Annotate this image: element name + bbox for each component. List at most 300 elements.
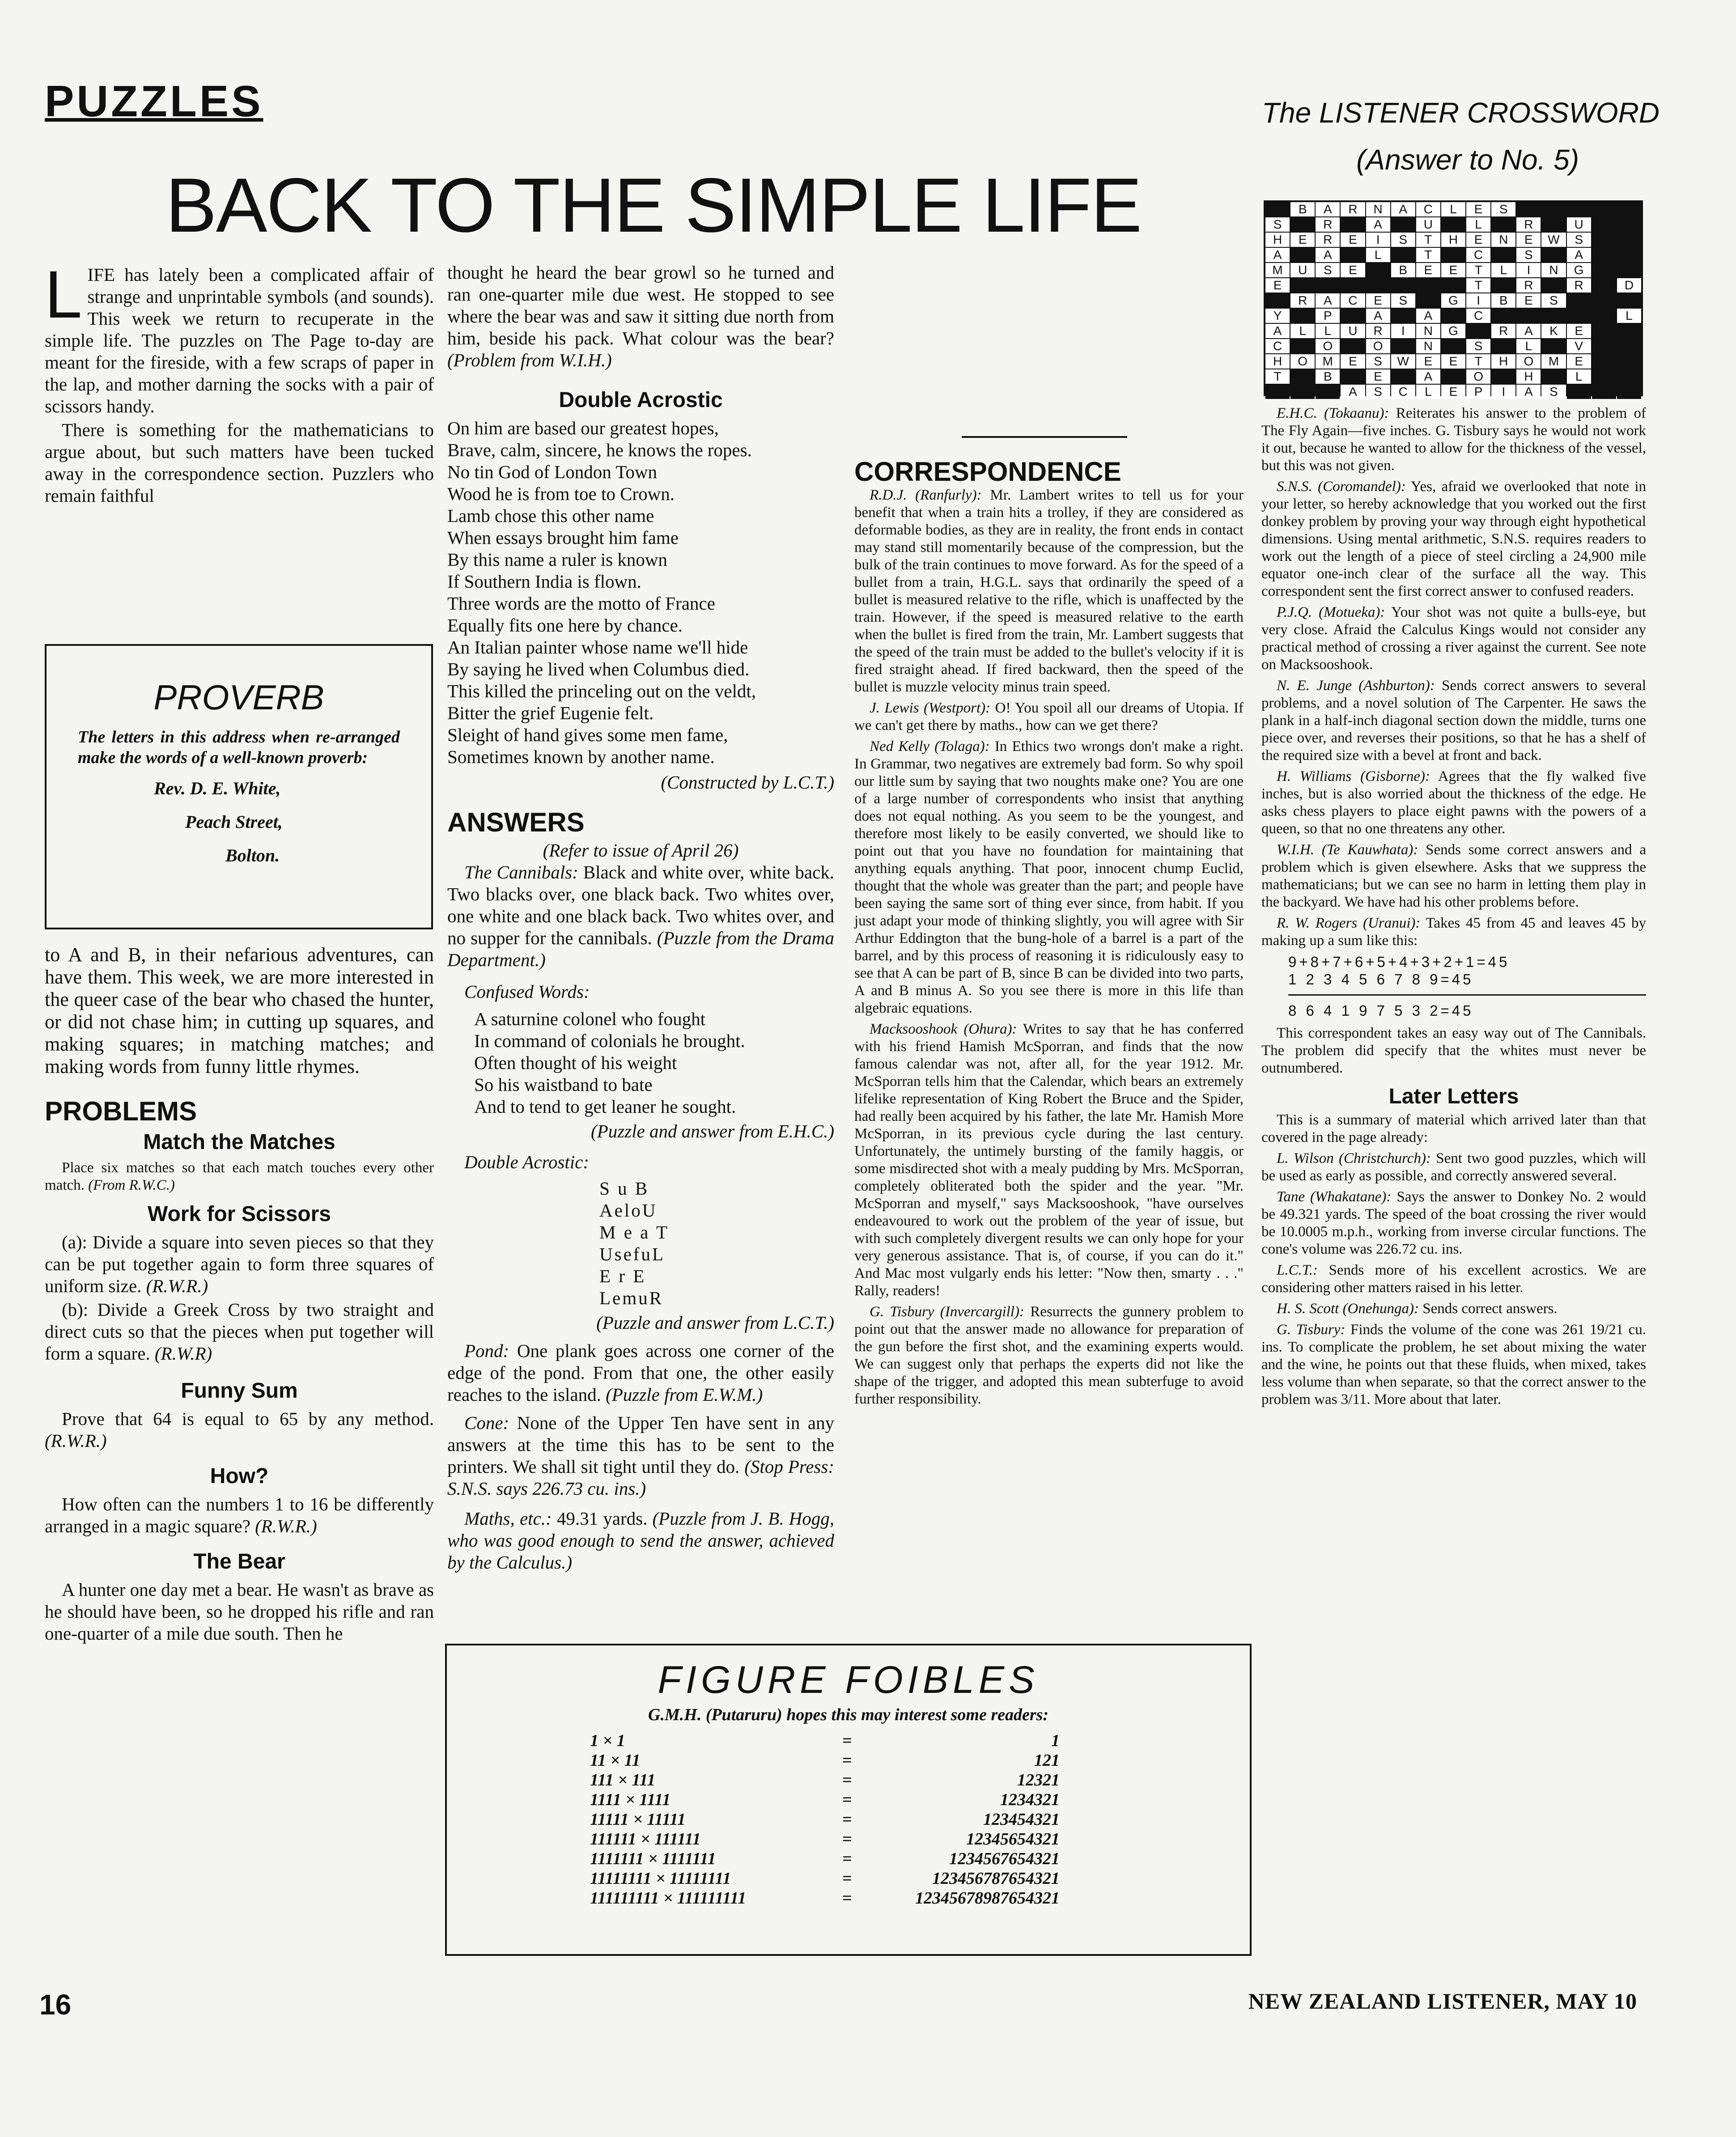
letter-text: Writes to say that he has conferred with his friend Hamish McSporran, and finds that the now famous calendar was not, after all, for the year 1912. Mr. McSporran tells him that the Calendar, which bears an extremely lifelike representation of King Robert the Bruce and the Spider, had really been acquired by his father, the late Mr. Hamish More McSporran, in its previous cycle during the last century. Unfortunately, the untimely bursting of the family haggis, or some misdirected shot with a mealy pudding by Mrs. McSporran, completely obliterated both the spider and the year. "Mr. McSporran and myself," says Macksooshook, "have ourselves endeavoured to work out the problem of the year of issue, but with such completely divergent results we can only hope for your very generous assistance. That is, of course, if you can do it." And Mac most vulgarly ends his letter: "Now then, smarty . . ." Rally, readers! — [854, 1021, 1244, 1299]
figure-expression: 11111 × 11111 — [590, 1810, 686, 1829]
crossword-cell: A — [1567, 248, 1591, 262]
cone-answer: None of the Upper Ten have sent in any answers at the time this has to be sent to the printers. We shall sit tight until they do. — [447, 1412, 834, 1477]
cone-source: (Stop Press: S.N.S. says 226.73 cu. ins.) — [447, 1456, 834, 1499]
crossword-black-cell — [1366, 278, 1390, 293]
crossword-cell: R — [1316, 233, 1340, 247]
confused-label: Confused Words: — [464, 981, 590, 1002]
crossword-cell: G — [1441, 324, 1465, 338]
acrostic-answer-label: Double Acrostic: — [464, 1152, 589, 1172]
match-text: Place six matches so that each match touches every other match. — [45, 1160, 434, 1193]
intro-paragraph-3: to A and B, in their nefarious adventures, can have them. This week, we are more interested in the queer case of the bear who chased the hunter, or did not chase him; in cutting up squares, and making squares; in matching matches; and making words from funny little rhymes. — [45, 944, 434, 1077]
crossword-black-cell — [1592, 293, 1616, 308]
pond-answer: One plank goes across one corner of the edge of the pond. From that one, the other easily reaches to the island. — [447, 1340, 835, 1405]
figure-result: 123454321 — [983, 1810, 1060, 1829]
crossword-black-cell — [1541, 339, 1566, 353]
crossword-cell: A — [1391, 202, 1415, 216]
crossword-cell: W — [1391, 354, 1415, 369]
later-letter-text: Finds the volume of the cone was 261 19/21 cu. ins. To complicate the problem, he set about mixing the water and the wine, he points out that these fluids, when mixed, takes less volume than when separate, so that the correct answer to the problem was 3/11. More about that later. — [1261, 1322, 1647, 1408]
crossword-black-cell — [1316, 385, 1340, 399]
crossword-cell: D — [1617, 278, 1641, 293]
figure-result: 123456787654321 — [932, 1869, 1060, 1888]
crossword-cell: S — [1567, 233, 1591, 247]
equals-sign: = — [842, 1889, 852, 1908]
footer-masthead: NEW ZEALAND LISTENER, MAY 10 — [1248, 1989, 1637, 2014]
crossword-black-cell — [1567, 309, 1591, 323]
crossword-cell: O — [1366, 339, 1390, 353]
crossword-cell: H — [1265, 233, 1290, 247]
letter-text: O! You spoil all our dreams of Utopia. If we can't get there by maths., how can we get there? — [854, 700, 1244, 734]
sum-line-2: 1 2 3 4 5 6 7 8 9=45 — [1288, 971, 1646, 996]
acrostic-word: S u B — [599, 1178, 649, 1199]
crossword-black-cell — [1592, 233, 1616, 247]
proverb-address-1: Rev. D. E. White, — [154, 778, 281, 798]
answers-reference: (Refer to issue of April 26) — [543, 840, 739, 861]
crossword-black-cell — [1290, 217, 1315, 232]
letter-author: H. Williams (Gisborne): — [1277, 768, 1430, 784]
crossword-cell: R — [1290, 293, 1315, 308]
scissors-a-source: (R.W.R.) — [146, 1276, 208, 1296]
crossword-cell: Y — [1265, 309, 1290, 323]
crossword-black-cell — [1491, 339, 1515, 353]
how-source: (R.W.R.) — [255, 1516, 317, 1536]
crossword-black-cell — [1290, 339, 1315, 353]
letter-author: R. W. Rogers (Uranui): — [1277, 915, 1421, 931]
acrostic-word: UsefuL — [599, 1244, 665, 1264]
figure-result: 12345678987654321 — [915, 1889, 1060, 1908]
letter-author: Ned Kelly (Tolaga): — [870, 738, 990, 755]
intro-paragraph-2: There is something for the mathematicians to argue about, but such matters have been tucked away in the correspondence section. Puzzlers who remain faithful — [45, 420, 434, 506]
letter-item — [1261, 677, 1646, 764]
sum-line-3: 8 6 4 1 9 7 5 3 2=45 — [1288, 1002, 1474, 1019]
match-source: (From R.W.C.) — [88, 1177, 175, 1193]
crossword-cell: H — [1516, 369, 1541, 384]
proverb-text: The letters in this address when re-arranged make the words of a well-known proverb: — [78, 728, 400, 767]
letter-author: W.I.H. (Te Kauwhata): — [1277, 842, 1418, 858]
crossword-cell: T — [1466, 263, 1490, 277]
crossword-cell: N — [1366, 202, 1390, 216]
crossword-black-cell — [1265, 293, 1290, 308]
cannibals-answer: Black and white over, white back. Two blacks over, one black back. Two whites over, one white and one black back. Two whites over, and no supper for the cannibals. — [447, 862, 834, 948]
cone-label: Cone: — [464, 1412, 509, 1433]
equals-sign: = — [842, 1869, 852, 1888]
figure-expression: 111111 × 111111 — [590, 1830, 701, 1849]
crossword-cell: H — [1265, 354, 1290, 369]
figure-row — [590, 1810, 1250, 1829]
confused-line: So his waistband to bate — [474, 1074, 653, 1095]
figure-row — [590, 1751, 1250, 1770]
letter-author: Macksooshook (Ohura): — [870, 1021, 1017, 1037]
later-letter-text: Says the answer to Donkey No. 2 would be 49.321 yards. The speed of the boat crossing the river would be 10.0005 m.p.h., working from inverse circular functions. The cone's volume was 226.72 cu. ins. — [1261, 1189, 1647, 1257]
verse-line: Bitter the grief Eugenie felt. — [447, 703, 654, 723]
crossword-black-cell — [1441, 309, 1465, 323]
figure-result: 1 — [1051, 1731, 1060, 1750]
crossword-black-cell — [1341, 369, 1365, 384]
double-acrostic-credit: (Constructed by L.C.T.) — [661, 772, 834, 793]
equals-sign: = — [842, 1810, 852, 1829]
letter-text: Sends correct answers to several problems, and a novel solution of The Carpenter. He saws the plank in a half-inch diagonal section down the middle, turns one piece over, and reverses their positions, so that he has a shelf of the required size with a bevel at front and back. — [1261, 678, 1647, 763]
crossword-cell: A — [1516, 324, 1541, 338]
verse-line: When essays brought him fame — [447, 527, 679, 548]
crossword-black-cell — [1491, 217, 1515, 232]
crossword-cell: I — [1491, 385, 1515, 399]
letter-author: E.H.C. (Tokaanu): — [1277, 405, 1389, 421]
crossword-cell: I — [1391, 324, 1415, 338]
crossword-cell: C — [1466, 248, 1490, 262]
crossword-black-cell — [1391, 217, 1415, 232]
crossword-black-cell — [1617, 248, 1641, 262]
crossword-black-cell — [1290, 248, 1315, 262]
crossword-cell: B — [1290, 202, 1315, 216]
crossword-black-cell — [1617, 263, 1641, 277]
figure-foibles-title: FIGURE FOIBLES — [658, 1658, 1039, 1701]
letter-author: S.N.S. (Coromandel): — [1277, 479, 1406, 495]
letter-text: Your shot was not quite a bulls-eye, but very close. Afraid the Calculus Kings would not consider any practical method of crossing a river against the current. See note on Macksooshook. — [1261, 604, 1646, 673]
column-2 — [447, 262, 834, 1575]
crossword-cell: E — [1265, 278, 1290, 293]
column-1-lower — [45, 944, 434, 1646]
crossword-black-cell — [1592, 309, 1616, 323]
crossword-cell: N — [1416, 339, 1440, 353]
crossword-cell: I — [1366, 233, 1390, 247]
crossword-black-cell — [1341, 309, 1365, 323]
crossword-black-cell — [1391, 339, 1415, 353]
crossword-black-cell — [1617, 369, 1641, 384]
crossword-cell: L — [1516, 339, 1541, 353]
figure-expression: 111 × 111 — [590, 1771, 656, 1789]
crossword-black-cell — [1617, 324, 1641, 338]
crossword-cell: C — [1341, 293, 1365, 308]
crossword-cell: B — [1316, 369, 1340, 384]
crossword-cell: L — [1441, 202, 1465, 216]
figure-expression: 111111111 × 111111111 — [590, 1889, 747, 1908]
figure-expression: 1111 × 1111 — [590, 1790, 671, 1809]
crossword-cell: A — [1416, 369, 1440, 384]
crossword-cell: C — [1391, 385, 1415, 399]
crossword-cell: U — [1290, 263, 1315, 277]
figure-expression: 1111111 × 1111111 — [590, 1849, 716, 1868]
later-letter-item — [1261, 1262, 1646, 1297]
crossword-cell: A — [1316, 248, 1340, 262]
crossword-cell: E — [1366, 369, 1390, 384]
crossword-cell: L — [1466, 217, 1490, 232]
crossword-cell: E — [1567, 324, 1591, 338]
confused-source: (Puzzle and answer from E.H.C.) — [591, 1121, 834, 1141]
crossword-cell: A — [1366, 309, 1390, 323]
page-headline: BACK TO THE SIMPLE LIFE — [166, 162, 1142, 248]
letter-text: In Ethics two wrongs don't make a right. In Grammar, two negatives are extremely bad form. So why spoil our little sum by saying that two noughts make one? You are one of a large number of correspondents who insist that anything does not equal nothing. As you seem to be the youngest, and therefore most likely to be easily converted, we should like to point out that you have no foundation for maintaining that anything equals anything. That poor, innocent chump Euclid, thought that the whole was greater than the part; and people have been saying the same sort of thing ever since, from habit. If you just adapt your mode of thinking slightly, you will agree with Sir Arthur Eddington that the bung-hole of a barrel is a part of the barrel, and by this process of reasoning it is ridiculously easy to see that A can be part of B, since B can be divided into two parts, A and B minus A. So you see there is more in this life than algebraic equations. — [854, 738, 1244, 1016]
scissors-a: (a): Divide a square into seven pieces so that they can be put together again to form three squares of uniform size. — [45, 1232, 434, 1296]
crossword-black-cell — [1592, 369, 1616, 384]
confused-verse — [474, 1008, 834, 1118]
crossword-cell: A — [1316, 202, 1340, 216]
crossword-black-cell — [1441, 278, 1465, 293]
crossword-black-cell — [1391, 369, 1415, 384]
crossword-black-cell — [1592, 324, 1616, 338]
crossword-cell: K — [1541, 324, 1566, 338]
crossword-cell: I — [1466, 293, 1490, 308]
crossword-cell: P — [1316, 309, 1340, 323]
crossword-black-cell — [1541, 248, 1566, 262]
letter-author: N. E. Junge (Ashburton): — [1277, 678, 1435, 694]
crossword-cell: O — [1316, 339, 1340, 353]
crossword-cell: R — [1366, 324, 1390, 338]
crossword-black-cell — [1617, 293, 1641, 308]
crossword-cell: S — [1366, 354, 1390, 369]
crossword-black-cell — [1567, 385, 1591, 399]
crossword-black-cell — [1341, 278, 1365, 293]
crossword-black-cell — [1441, 217, 1465, 232]
crossword-cell: S — [1316, 263, 1340, 277]
answers-heading: ANSWERS — [447, 807, 585, 837]
crossword-cell: S — [1366, 385, 1390, 399]
crossword-cell: U — [1341, 324, 1365, 338]
crossword-black-cell — [1491, 248, 1515, 262]
crossword-black-cell — [1441, 248, 1465, 262]
maths-source: (Puzzle from J. B. Hogg, who was good enough to send the answer, achieved by the Calculus.) — [447, 1508, 834, 1573]
crossword-cell: R — [1516, 217, 1541, 232]
crossword-cell: S — [1541, 293, 1566, 308]
equals-sign: = — [842, 1790, 852, 1809]
verse-line: Lamb chose this other name — [447, 505, 654, 526]
crossword-black-cell — [1416, 278, 1440, 293]
verse-line: No tin God of London Town — [447, 462, 657, 482]
crossword-black-cell — [1592, 248, 1616, 262]
crossword-cell: S — [1265, 217, 1290, 232]
letter-item — [1261, 478, 1646, 600]
crossword-cell: N — [1416, 324, 1440, 338]
crossword-black-cell — [1341, 339, 1365, 353]
crossword-cell: S — [1391, 233, 1415, 247]
crossword-cell: E — [1441, 385, 1465, 399]
later-letter-item — [1261, 1321, 1646, 1408]
later-letter-author: Tane (Whakatane): — [1277, 1189, 1392, 1205]
crossword-black-cell — [1592, 354, 1616, 369]
crossword-cell: R — [1516, 278, 1541, 293]
crossword-cell: L — [1416, 385, 1440, 399]
crossword-grid — [1264, 200, 1643, 399]
crossword-cell: O — [1516, 354, 1541, 369]
figure-expression: 11 × 11 — [590, 1751, 641, 1770]
problems-heading: PROBLEMS — [45, 1096, 197, 1126]
letter-author: G. Tisbury (Invercargill): — [870, 1304, 1024, 1320]
cannibals-source: (Puzzle from the Drama Department.) — [447, 928, 834, 970]
crossword-subtitle: (Answer to No. 5) — [1356, 144, 1579, 176]
letter-text: Takes 45 from 45 and leaves 45 by making up a sum like this: — [1261, 915, 1646, 949]
verse-line: Wood he is from toe to Crown. — [447, 483, 675, 504]
crossword-cell: A — [1416, 309, 1440, 323]
crossword-black-cell — [1592, 263, 1616, 277]
crossword-cell: E — [1516, 233, 1541, 247]
maths-answer: 49.31 yards. — [556, 1508, 648, 1529]
crossword-cell: E — [1341, 263, 1365, 277]
verse-line: Brave, calm, sincere, he knows the ropes. — [447, 440, 752, 460]
crossword-black-cell — [1290, 369, 1315, 384]
crossword-title: The LISTENER CROSSWORD — [1261, 97, 1660, 129]
equals-sign: = — [842, 1849, 852, 1868]
verse-line: If Southern India is flown. — [447, 571, 641, 592]
letter-text: Reiterates his answer to the problem of The Fly Again—five inches. G. Tisbury says he would not work it out, because he wanted to allow for the thickness of the vessel, but this was not given. — [1261, 405, 1646, 474]
letter-item — [854, 738, 1244, 1017]
verse-line: Sometimes known by another name. — [447, 746, 715, 767]
crossword-cell: S — [1391, 293, 1415, 308]
crossword-cell: U — [1416, 217, 1440, 232]
confused-line: And to tend to get leaner he sought. — [474, 1096, 736, 1117]
crossword-cell: R — [1341, 202, 1365, 216]
acrostic-answer-words — [599, 1178, 834, 1309]
crossword-cell: T — [1416, 233, 1440, 247]
letter-item — [854, 487, 1244, 696]
crossword-black-cell — [1541, 202, 1566, 216]
crossword-black-cell — [1617, 385, 1641, 399]
scissors-title: Work for Scissors — [148, 1202, 331, 1226]
crossword-black-cell — [1617, 354, 1641, 369]
crossword-cell: T — [1265, 369, 1290, 384]
crossword-black-cell — [1416, 293, 1440, 308]
letter-item — [1261, 768, 1646, 838]
letter-author: P.J.Q. (Motueka): — [1277, 604, 1385, 620]
later-letter-text: Sends more of his excellent acrostics. We are considering other matters raised in his letter. — [1261, 1262, 1647, 1296]
crossword-cell: R — [1567, 278, 1591, 293]
bear-text-continued: thought he heard the bear growl so he turned and ran one-quarter mile due west. He stopped to see where the bear was and saw it sitting due north from him, beside his pack. What colour was the bear? — [447, 262, 834, 348]
letter-item — [1261, 841, 1646, 911]
how-text: How often can the numbers 1 to 16 be differently arranged in a magic square? — [45, 1494, 434, 1536]
cannibals-label: The Cannibals: — [464, 862, 578, 882]
verse-line: On him are based our greatest hopes, — [447, 418, 719, 438]
pond-label: Pond: — [464, 1340, 509, 1361]
equals-sign: = — [842, 1771, 852, 1789]
crossword-cell: L — [1567, 369, 1591, 384]
crossword-cell: A — [1366, 217, 1390, 232]
crossword-cell: I — [1516, 263, 1541, 277]
letter-item — [854, 1303, 1244, 1408]
crossword-cell: R — [1491, 324, 1515, 338]
verse-line: Three words are the motto of France — [447, 593, 715, 614]
crossword-black-cell — [1366, 263, 1390, 277]
crossword-black-cell — [1541, 309, 1566, 323]
figure-row — [590, 1770, 1250, 1790]
figure-row — [590, 1888, 1250, 1908]
figure-row — [590, 1849, 1250, 1869]
acrostic-word: E r E — [599, 1266, 646, 1286]
proverb-box — [45, 644, 433, 929]
crossword-cell: S — [1541, 385, 1566, 399]
crossword-cell: O — [1466, 369, 1490, 384]
bear-source: (Problem from W.I.H.) — [447, 350, 612, 370]
crossword-black-cell — [1341, 248, 1365, 262]
crossword-black-cell — [1567, 202, 1591, 216]
match-title: Match the Matches — [143, 1130, 335, 1154]
crossword-black-cell — [1592, 385, 1616, 399]
letter-item — [854, 700, 1244, 734]
letter-text: Resurrects the gunnery problem to point out that the answer made no allowance for preparation of the gun before the first shot, and the examining experts would. We can suggest only that perhaps the experts did not like the shape of the trigger, and adopted this mean subterfuge to avoid further responsibility. — [854, 1304, 1244, 1407]
later-letter-author: G. Tisbury: — [1277, 1322, 1346, 1338]
letter-text: Mr. Lambert writes to tell us for your benefit that when a train hits a trolley, if they are considered as deformable bodies, as they are in reality, the front ends in contact may stand still momentarily because of the compression, but the bulk of the train continues to move forward. As for the speed of a bullet from a train, H.G.L. says that ordinarily the speed of a bullet is measured relative to the rifle, which is unaffected by the train. However, if the speed is measured relative to the earth when the bullet is fired from the train, Mr. Lambert suggests that the speed of the train must be added to the bullet's velocity if it is fired straight ahead. If fired backward, then the speed of the bullet is muzzle velocity minus train speed. — [854, 487, 1244, 695]
crossword-black-cell — [1541, 278, 1566, 293]
crossword-cell: B — [1491, 293, 1515, 308]
crossword-cell: L — [1491, 263, 1515, 277]
crossword-cell: L — [1366, 248, 1390, 262]
later-letter-author: L. Wilson (Christchurch): — [1277, 1150, 1431, 1166]
pond-source: (Puzzle from E.W.M.) — [606, 1384, 763, 1405]
figure-result: 12321 — [1017, 1771, 1060, 1789]
intro-paragraph: IFE has lately been a complicated affair of strange and unprintable symbols (and sounds). This week we return to recuperate in the simple life. The puzzles on The Page to-day are meant for the fireside, with a few scraps of paper in the lap, and mother darning the socks with a pair of scissors handy. — [45, 264, 434, 416]
crossword-black-cell — [1466, 324, 1490, 338]
crossword-black-cell — [1516, 202, 1541, 216]
crossword-cell: V — [1567, 339, 1591, 353]
figure-row — [590, 1869, 1250, 1888]
proverb-address-3: Bolton. — [225, 845, 280, 865]
crossword-cell: S — [1466, 339, 1490, 353]
confused-line: Often thought of his weight — [474, 1052, 677, 1073]
crossword-black-cell — [1391, 309, 1415, 323]
crossword-cell: L — [1316, 324, 1340, 338]
crossword-cell: T — [1466, 354, 1490, 369]
letter-item — [1261, 604, 1646, 674]
crossword-black-cell — [1617, 233, 1641, 247]
crossword-cell: G — [1441, 293, 1465, 308]
crossword-cell: E — [1466, 233, 1490, 247]
crossword-cell: T — [1416, 248, 1440, 262]
acrostic-word: AeloU — [599, 1200, 658, 1221]
crossword-cell: E — [1366, 293, 1390, 308]
crossword-cell: E — [1341, 233, 1365, 247]
later-letter-author: H. S. Scott (Onehunga): — [1277, 1301, 1419, 1317]
funny-sum-text: Prove that 64 is equal to 65 by any method. — [62, 1408, 434, 1429]
crossword-black-cell — [1290, 309, 1315, 323]
crossword-cell: G — [1567, 263, 1591, 277]
crossword-black-cell — [1441, 369, 1465, 384]
crossword-cell: B — [1391, 263, 1415, 277]
crossword-cell: U — [1567, 217, 1591, 232]
crossword-black-cell — [1592, 217, 1616, 232]
double-acrostic-title: Double Acrostic — [559, 388, 723, 412]
page-number: 16 — [39, 1989, 72, 2021]
crossword-black-cell — [1391, 248, 1415, 262]
crossword-cell: E — [1290, 233, 1315, 247]
column-4 — [1261, 405, 1646, 1412]
bear-title: The Bear — [193, 1550, 285, 1573]
later-letters-intro: This is a summary of material which arrived later than that covered in the page already: — [1261, 1112, 1646, 1145]
crossword-cell: S — [1491, 202, 1515, 216]
figure-foibles-table — [590, 1731, 1250, 1908]
crossword-black-cell — [1617, 339, 1641, 353]
acrostic-word: LemuR — [599, 1288, 663, 1308]
scissors-b-source: (R.W.R) — [154, 1343, 212, 1364]
crossword-cell: A — [1316, 293, 1340, 308]
crossword-cell: N — [1541, 263, 1566, 277]
crossword-black-cell — [1316, 278, 1340, 293]
crossword-cell: T — [1466, 278, 1490, 293]
crossword-cell: E — [1341, 354, 1365, 369]
crossword-black-cell — [1567, 293, 1591, 308]
equals-sign: = — [842, 1731, 852, 1750]
how-title: How? — [210, 1464, 269, 1488]
crossword-cell: P — [1466, 385, 1490, 399]
crossword-black-cell — [1617, 202, 1641, 216]
equals-sign: = — [842, 1751, 852, 1770]
crossword-cell: L — [1617, 309, 1641, 323]
crossword-black-cell — [1265, 385, 1290, 399]
crossword-cell: C — [1466, 309, 1490, 323]
crossword-cell: E — [1466, 202, 1490, 216]
funny-sum-source: (R.W.R.) — [45, 1430, 107, 1451]
bear-text: A hunter one day met a bear. He wasn't as brave as he should have been, so he dropped his rifle and ran one-quarter of a mile due south. Then he — [45, 1579, 434, 1644]
later-letter-item — [1261, 1150, 1646, 1185]
verse-line: An Italian painter whose name we'll hide — [447, 637, 748, 657]
letter-author: J. Lewis (Westport): — [870, 700, 991, 716]
figure-expression: 11111111 × 11111111 — [590, 1869, 731, 1888]
letter-text: Yes, afraid we overlooked that note in your letter, so hereby acknowledge that you worked out the first donkey problem by proving your way through eight hypothetical dimensions. Using mental arithmetic, S.N.S. requires readers to work out the length of a piece of steel circling a 24,900 mile equator one-inch clear of the surface all the way. This correspondent sent the first correct answer to confused readers. — [1261, 479, 1646, 599]
